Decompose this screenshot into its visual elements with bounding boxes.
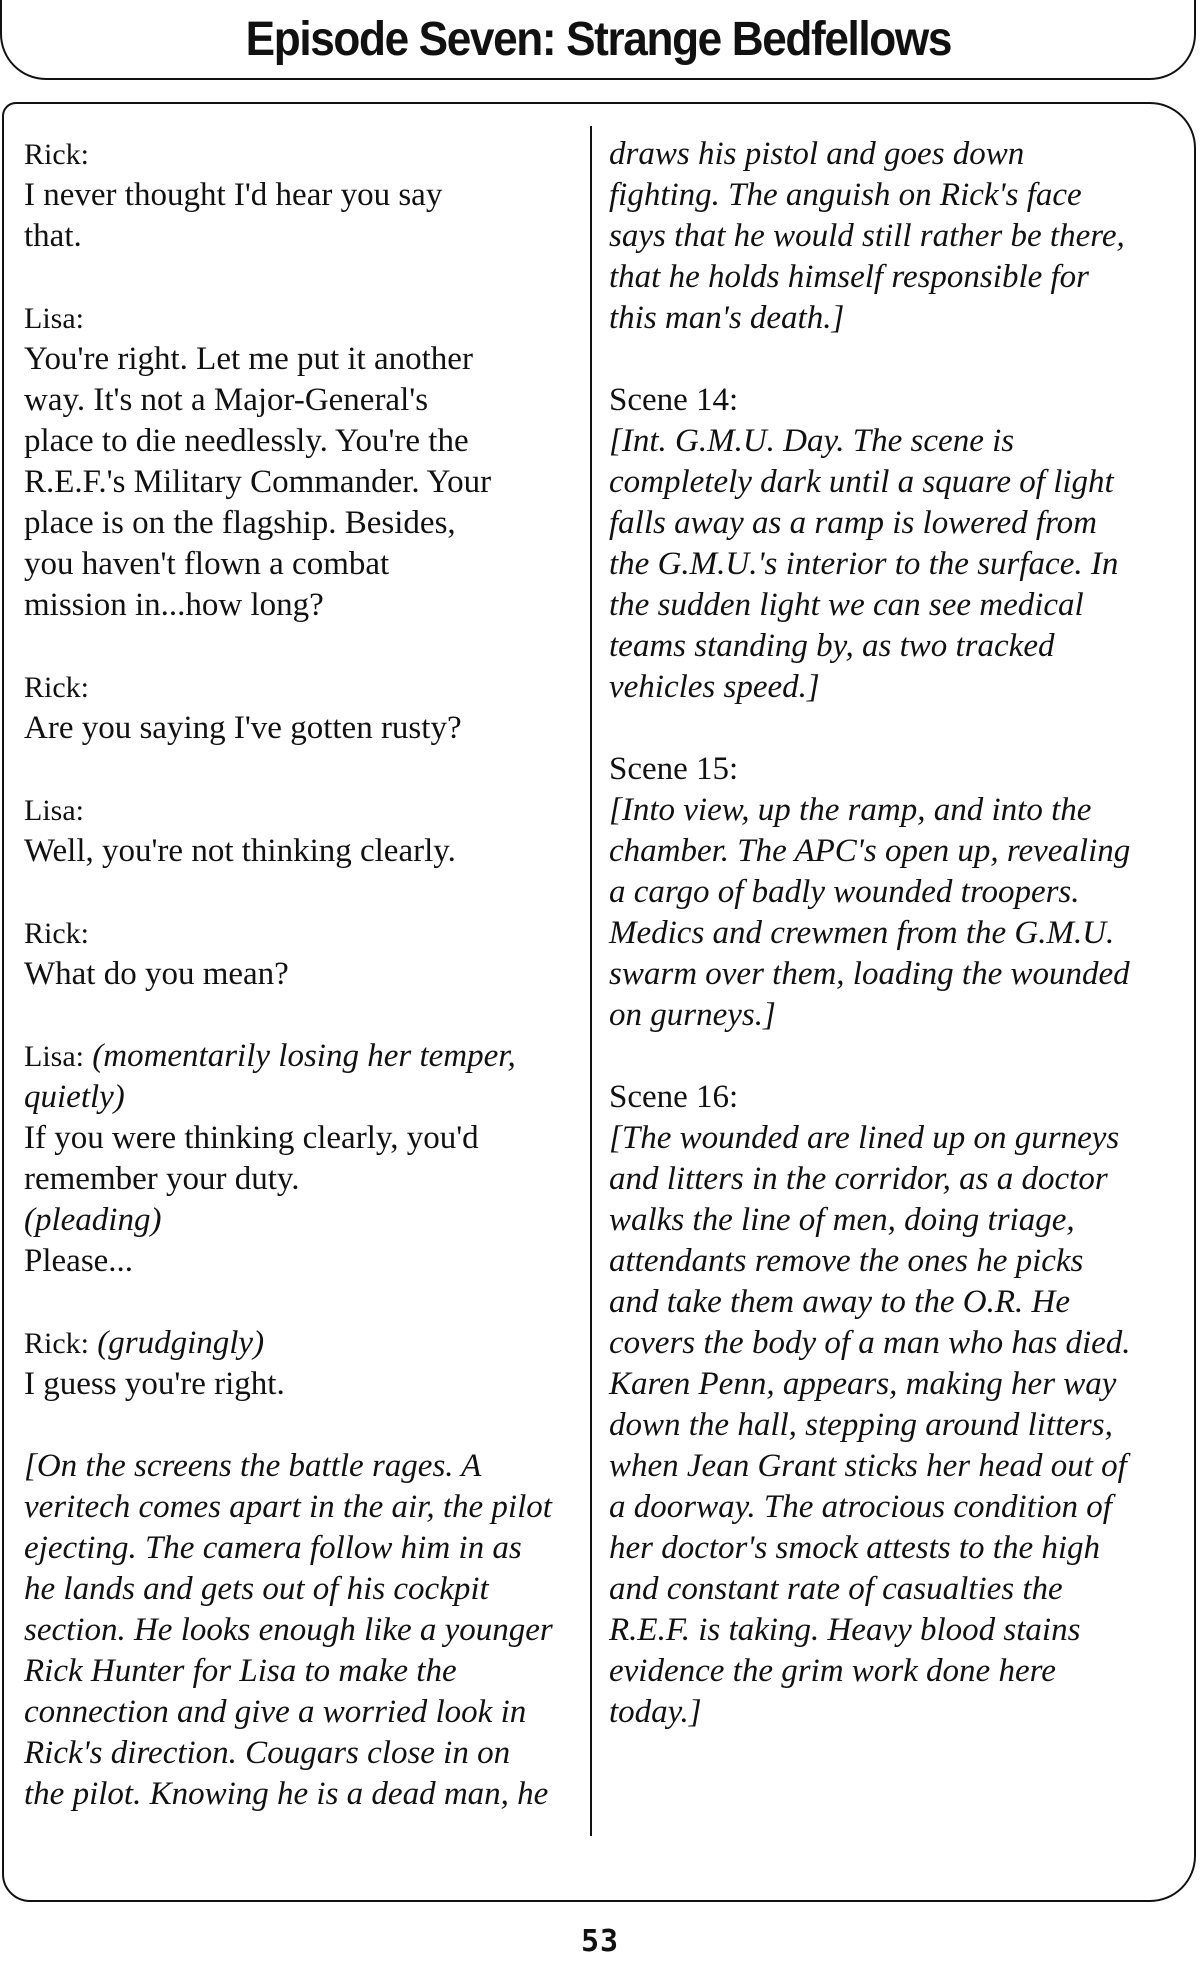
stage-line: on gurneys.] xyxy=(609,997,776,1033)
stage-line: that he holds himself responsible for xyxy=(609,259,1090,295)
stage-line: a doorway. The atrocious condition of xyxy=(609,1489,1112,1525)
speaker-name: Lisa: xyxy=(24,302,84,335)
stage-line: a cargo of badly wounded troopers. xyxy=(609,874,1080,910)
stage-line: draws his pistol and goes down xyxy=(609,136,1025,172)
stage-line: connection and give a worried look in xyxy=(24,1694,527,1730)
dialogue-block xyxy=(24,134,580,257)
stage-line: says that he would still rather be there, xyxy=(609,218,1125,254)
stage-line: this man's death.] xyxy=(609,300,845,336)
page-number: 53 xyxy=(580,1924,620,1959)
stage-direction-block xyxy=(609,134,1183,339)
scene-heading: Scene 16: xyxy=(609,1079,739,1115)
script-page-frame xyxy=(2,102,1196,1902)
stage-line: teams standing by, as two tracked xyxy=(609,628,1055,664)
episode-title: Episode Seven: Strange Bedfellows xyxy=(245,12,951,66)
stage-line: [The wounded are lined up on gurneys xyxy=(609,1120,1120,1156)
dialogue-block xyxy=(24,298,580,626)
dialogue-line: remember your duty. xyxy=(24,1161,300,1197)
stage-line: covers the body of a man who has died. xyxy=(609,1325,1131,1361)
stage-line: and constant rate of casualties the xyxy=(609,1571,1063,1607)
stage-line: Medics and crewmen from the G.M.U. xyxy=(609,915,1115,951)
scene-heading: Scene 15: xyxy=(609,751,739,787)
dialogue-line: What do you mean? xyxy=(24,956,289,992)
stage-line: ejecting. The camera follow him in as xyxy=(24,1530,522,1566)
dialogue-block xyxy=(24,913,580,995)
scene-block xyxy=(609,1077,1183,1733)
stage-line: the G.M.U.'s interior to the surface. In xyxy=(609,546,1119,582)
stage-line: when Jean Grant sticks her head out of xyxy=(609,1448,1127,1484)
stage-line: Rick Hunter for Lisa to make the xyxy=(24,1653,457,1689)
stage-line: today.] xyxy=(609,1694,702,1730)
speaker-name: Lisa: xyxy=(24,1040,84,1073)
stage-line: Karen Penn, appears, making her way xyxy=(609,1366,1117,1402)
stage-line: the sudden light we can see medical xyxy=(609,587,1084,623)
stage-line: and take them away to the O.R. He xyxy=(609,1284,1070,1320)
stage-line: he lands and gets out of his cockpit xyxy=(24,1571,489,1607)
speaker-name: Rick: xyxy=(24,917,89,950)
right-column xyxy=(609,134,1183,1733)
stage-direction: quietly) xyxy=(24,1079,125,1115)
column-divider xyxy=(590,126,592,1836)
stage-direction-block xyxy=(24,1446,580,1815)
stage-line: R.E.F. is taking. Heavy blood stains xyxy=(609,1612,1081,1648)
dialogue-line: Are you saying I've gotten rusty? xyxy=(24,710,462,746)
dialogue-line: place is on the flagship. Besides, xyxy=(24,505,456,541)
stage-direction: (grudgingly) xyxy=(97,1325,265,1361)
stage-line: her doctor's smock attests to the high xyxy=(609,1530,1101,1566)
dialogue-line: I guess you're right. xyxy=(24,1366,285,1402)
speaker-name: Lisa: xyxy=(24,794,84,827)
stage-line: attendants remove the ones he picks xyxy=(609,1243,1084,1279)
dialogue-block xyxy=(24,667,580,749)
stage-line: [Int. G.M.U. Day. The scene is xyxy=(609,423,1015,459)
stage-line: [Into view, up the ramp, and into the xyxy=(609,792,1092,828)
stage-line: evidence the grim work done here xyxy=(609,1653,1056,1689)
stage-line: swarm over them, loading the wounded xyxy=(609,956,1130,992)
stage-line: vehicles speed.] xyxy=(609,669,820,705)
stage-line: walks the line of men, doing triage, xyxy=(609,1202,1075,1238)
dialogue-line: Please... xyxy=(24,1243,134,1279)
speaker-name: Rick: xyxy=(24,671,89,704)
scene-block xyxy=(609,749,1183,1036)
dialogue-line: you haven't flown a combat xyxy=(24,546,390,582)
stage-line: down the hall, stepping around litters, xyxy=(609,1407,1113,1443)
stage-line: the pilot. Knowing he is a dead man, he xyxy=(24,1776,549,1812)
dialogue-line: If you were thinking clearly, you'd xyxy=(24,1120,479,1156)
dialogue-line: R.E.F.'s Military Commander. Your xyxy=(24,464,492,500)
stage-line: falls away as a ramp is lowered from xyxy=(609,505,1097,541)
dialogue-line: that. xyxy=(24,218,82,254)
dialogue-block xyxy=(24,1036,580,1282)
stage-line: section. He looks enough like a younger xyxy=(24,1612,553,1648)
dialogue-line: Well, you're not thinking clearly. xyxy=(24,833,456,869)
stage-line: completely dark until a square of light xyxy=(609,464,1114,500)
dialogue-line: You're right. Let me put it another xyxy=(24,341,473,377)
stage-line: Rick's direction. Cougars close in on xyxy=(24,1735,511,1771)
speaker-name: Rick: xyxy=(24,138,89,171)
stage-line: [On the screens the battle rages. A xyxy=(24,1448,482,1484)
dialogue-line: I never thought I'd hear you say xyxy=(24,177,443,213)
stage-line: fighting. The anguish on Rick's face xyxy=(609,177,1082,213)
scene-block xyxy=(609,380,1183,708)
speaker-line xyxy=(24,1036,580,1077)
dialogue-line: place to die needlessly. You're the xyxy=(24,423,469,459)
dialogue-block xyxy=(24,1323,580,1405)
dialogue-block xyxy=(24,790,580,872)
dialogue-line: mission in...how long? xyxy=(24,587,324,623)
dialogue-line: way. It's not a Major-General's xyxy=(24,382,429,418)
scene-heading: Scene 14: xyxy=(609,382,739,418)
episode-title-banner xyxy=(0,0,1196,80)
stage-line: veritech comes apart in the air, the pilot xyxy=(24,1489,552,1525)
speaker-line xyxy=(24,1323,580,1364)
stage-direction: (momentarily losing her temper, xyxy=(92,1038,516,1074)
stage-line: chamber. The APC's open up, revealing xyxy=(609,833,1131,869)
stage-direction: (pleading) xyxy=(24,1202,162,1238)
speaker-name: Rick: xyxy=(24,1327,89,1360)
stage-line: and litters in the corridor, as a doctor xyxy=(609,1161,1108,1197)
left-column xyxy=(24,134,580,1815)
